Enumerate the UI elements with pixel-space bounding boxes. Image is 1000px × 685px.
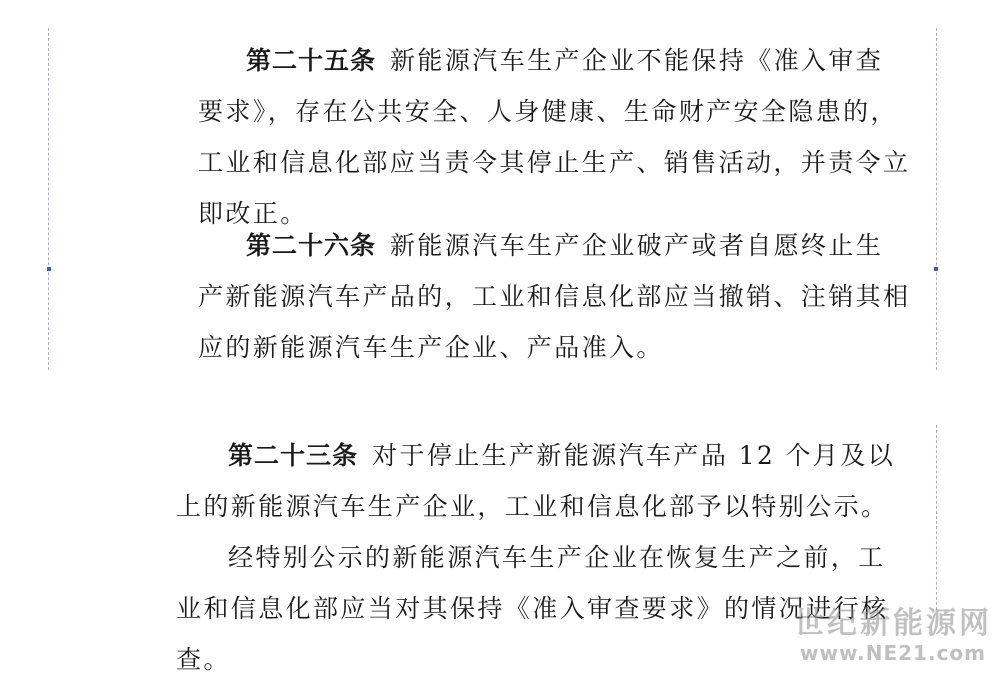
article-26-line-3: 应的新能源汽车生产企业、产品准入。 — [198, 333, 664, 362]
site-watermark — [794, 606, 992, 665]
article-23-text: 对于停止生产新能源汽车产品 12 个月及以 — [372, 441, 896, 470]
article-23-p2-line-2: 业和信息化部应当对其保持《准入审查要求》的情况进行核 — [176, 594, 889, 623]
watermark-url: www.NE21.com — [799, 641, 986, 665]
article-25-line-2: 要求》，存在公共安全、人身健康、生命财产安全隐患的， — [198, 97, 898, 126]
article-25 — [198, 35, 910, 239]
article-25-text: 新能源汽车生产企业不能保持《准入审查 — [390, 46, 884, 75]
article-23-p2-line-3: 查。 — [176, 645, 231, 674]
watermark-name: 世纪新能源网 — [794, 606, 992, 641]
article-25-line-4: 即改正。 — [198, 199, 308, 228]
right-margin-line — [936, 28, 937, 370]
article-23-p2-line-1: 经特别公示的新能源汽车生产企业在恢复生产之前，工 — [228, 543, 886, 572]
right-margin-line-bottom — [936, 425, 937, 610]
article-23-number: 第二十三条 — [228, 441, 359, 470]
article-26-line-1 — [198, 220, 910, 271]
article-25-number: 第二十五条 — [246, 46, 377, 75]
article-25-line-1 — [198, 35, 910, 86]
article-26-number: 第二十六条 — [246, 231, 377, 260]
left-margin-marker — [47, 267, 51, 271]
right-margin-marker — [934, 267, 938, 271]
left-margin-line — [48, 28, 49, 370]
document-excerpt-bottom — [0, 420, 1000, 675]
article-23-line-2: 上的新能源汽车生产企业，工业和信息化部予以特别公示。 — [176, 492, 889, 521]
article-26-line-2: 产新能源汽车产品的，工业和信息化部应当撤销、注销其相 — [198, 282, 911, 311]
article-26 — [198, 220, 910, 373]
article-23-line-1 — [176, 430, 895, 481]
article-26-text: 新能源汽车生产企业破产或者自愿终止生 — [390, 231, 884, 260]
article-25-line-3: 工业和信息化部应当责令其停止生产、销售活动，并责令立 — [198, 148, 911, 177]
article-23 — [176, 430, 895, 685]
